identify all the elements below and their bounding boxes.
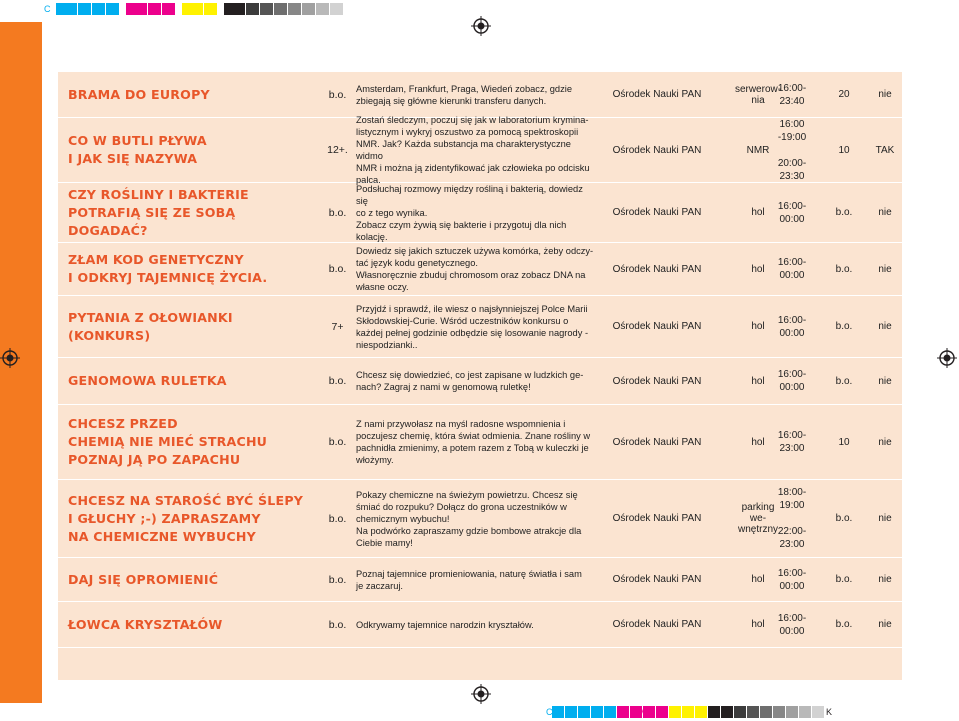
cell-row-title: [68, 558, 318, 601]
table-row: [58, 480, 902, 558]
time-range-text: 16:00- 00:00: [777, 257, 807, 281]
description-text: Pokazy chemiczne na świeżym powietrzu. Chcesz się śmiać do rozpuku? Dołącz do grona uczestników w chemicznym wybuchu! Na podwórko zapraszamy gdzie bombowe atrakcje dla Ciebie mamy!: [356, 489, 582, 548]
description-text: Poznaj tajemnice promieniowania, naturę światła i sam je zaczaruj.: [356, 568, 582, 591]
capacity-text: 20: [838, 89, 850, 100]
color-swatch: [656, 706, 668, 718]
color-swatch: [799, 706, 811, 718]
cell-time-range: [756, 358, 828, 404]
cell-time-range: [756, 480, 828, 557]
description-text: Zostań śledczym, poczuj się jak w laboratorium krymina- listycznym i wykryj oszustwo za pomocą spektroskopii NMR. Jak? Każda substancja ma charakterystyczne widmo NMR i można ją zidentyfikować jak człowieka po odcisku palca.: [356, 115, 590, 185]
room-text: hol: [751, 436, 765, 448]
cell-description: [356, 358, 596, 404]
location-text: Ośrodek Nauki PAN: [612, 574, 702, 585]
table-row: [58, 243, 902, 296]
capacity-text: b.o.: [835, 263, 853, 275]
room-text: serwerow- nia: [734, 83, 782, 106]
time-range-text: 16:00 -19:00 20:00- 23:30: [777, 118, 807, 182]
cell-capacity: [828, 118, 860, 182]
cell-registration: [864, 558, 906, 601]
color-swatch: [747, 706, 759, 718]
cell-age-group: [320, 602, 355, 647]
location-text: Ośrodek Nauki PAN: [612, 513, 702, 524]
table-row: [58, 183, 902, 243]
registration-text: nie: [878, 436, 892, 448]
time-range-text: 18:00- 19:00 22:00- 23:00: [777, 487, 807, 550]
cell-registration: [864, 296, 906, 357]
capacity-text: b.o.: [835, 375, 853, 387]
cell-row-title: [68, 118, 318, 182]
location-text: Ośrodek Nauki PAN: [612, 144, 702, 156]
color-swatch: [302, 3, 315, 15]
age-group-text: 12+.: [327, 144, 348, 156]
row-title-text: CO W BUTLI PŁYWA I JAK SIĘ NAZYWA: [68, 133, 207, 166]
table-row: [58, 115, 902, 185]
age-group-text: b.o.: [328, 618, 347, 631]
row-title-text: ŁOWCA KRYSZTAŁÓW: [68, 616, 223, 632]
color-swatch: [669, 706, 681, 718]
age-group-text: b.o.: [328, 263, 347, 275]
cell-age-group: [320, 558, 355, 601]
registration-mark-icon: [937, 348, 957, 368]
cell-time-range: [756, 72, 828, 117]
capacity-text: b.o.: [835, 207, 853, 218]
capacity-text: b.o.: [835, 574, 853, 585]
description-text: Chcesz się dowiedzieć, co jest zapisane w ludzkich ge- nach? Zagraj z nami w genomową ruletkę!: [356, 370, 584, 392]
color-swatch: [274, 3, 287, 15]
location-text: Ośrodek Nauki PAN: [612, 436, 702, 448]
color-swatch: [246, 3, 259, 15]
cell-capacity: [828, 183, 860, 242]
cell-row-title: [68, 358, 318, 404]
time-range-text: 16:00- 00:00: [777, 200, 807, 225]
cell-registration: [864, 183, 906, 242]
room-text: hol: [751, 574, 765, 585]
color-swatch: [204, 3, 217, 15]
cell-description: [356, 115, 596, 185]
color-swatch: [734, 706, 746, 718]
color-swatch: [148, 3, 161, 15]
cell-row-title: [68, 243, 318, 295]
color-swatch: [565, 706, 577, 718]
cell-age-group: [320, 118, 355, 182]
cell-age-group: [320, 405, 355, 479]
color-swatch: [92, 3, 105, 15]
cell-registration: [864, 405, 906, 479]
cell-age-group: [320, 296, 355, 357]
table-row: [58, 602, 902, 648]
age-group-text: b.o.: [328, 573, 347, 586]
cell-time-range: [756, 405, 828, 479]
description-text: Odkrywamy tajemnice narodzin kryształów.: [356, 619, 534, 630]
bottom-color-bar: [0, 703, 959, 721]
cell-registration: [864, 602, 906, 647]
cell-row-title: [68, 480, 318, 557]
cell-description: [356, 480, 596, 557]
location-text: Ośrodek Nauki PAN: [612, 375, 702, 387]
registration-text: nie: [878, 263, 892, 275]
cell-age-group: [320, 183, 355, 242]
color-label-k: K: [826, 707, 833, 717]
color-swatch: [134, 3, 147, 15]
table-row: [58, 358, 902, 405]
color-swatch: [643, 706, 655, 718]
cell-description: [356, 296, 596, 357]
cell-description: [356, 558, 596, 601]
cell-capacity: [828, 358, 860, 404]
color-swatch: [682, 706, 694, 718]
cell-row-title: [68, 296, 318, 357]
color-swatch: [288, 3, 301, 15]
location-text: Ośrodek Nauki PAN: [612, 321, 702, 332]
color-swatch: [232, 3, 245, 15]
color-swatch: [708, 706, 720, 718]
cell-description: [356, 602, 596, 647]
color-swatch: [630, 706, 642, 718]
time-range-text: 16:00- 23:40: [777, 82, 807, 107]
cell-time-range: [756, 602, 828, 647]
color-swatch: [260, 3, 273, 15]
cell-capacity: [828, 480, 860, 557]
cell-registration: [864, 243, 906, 295]
cell-age-group: [320, 358, 355, 404]
time-range-text: 16:00- 00:00: [777, 314, 807, 339]
location-text: Ośrodek Nauki PAN: [612, 207, 702, 218]
cell-registration: [864, 118, 906, 182]
location-text: Ośrodek Nauki PAN: [612, 263, 702, 275]
cell-row-title: [68, 183, 318, 242]
row-title-text: CZY ROŚLINY I BAKTERIE POTRAFIĄ SIĘ ZE SOBĄ DOGADAĆ?: [68, 186, 249, 238]
cell-time-range: [756, 183, 828, 242]
row-title-text: GENOMOWA RULETKA: [68, 373, 227, 388]
room-text: hol: [751, 263, 765, 275]
color-swatch: [786, 706, 798, 718]
cell-time-range: [756, 296, 828, 357]
location-text: Ośrodek Nauki PAN: [612, 89, 702, 100]
room-text: hol: [751, 375, 765, 387]
room-text: hol: [751, 207, 765, 218]
table-row: [58, 405, 902, 480]
color-swatch: [330, 3, 343, 15]
cell-capacity: [828, 558, 860, 601]
row-title-text: CHCESZ NA STAROŚĆ BYĆ ŚLEPY I GŁUCHY ;-) ZAPRASZAMY NA CHEMICZNE WYBUCHY: [68, 492, 304, 544]
description-text: Przyjdź i sprawdź, ile wiesz o najsłynniejszej Polce Marii Skłodowskiej-Curie. Wśród uczestników konkursu o każdej pełnej godzinie odbędzie się losowanie nagrody - niespodzianki..: [356, 303, 589, 350]
age-group-text: b.o.: [328, 206, 347, 219]
table-row: [58, 296, 902, 358]
cell-time-range: [756, 118, 828, 182]
age-group-text: b.o.: [328, 512, 347, 525]
age-group-text: b.o.: [328, 375, 347, 387]
cell-description: [356, 183, 596, 242]
registration-text: nie: [878, 321, 892, 332]
capacity-text: 10: [838, 144, 850, 156]
capacity-text: b.o.: [835, 619, 853, 630]
capacity-text: b.o.: [835, 321, 853, 332]
color-swatch: [812, 706, 824, 718]
table-row: [58, 72, 902, 118]
capacity-text: 10: [838, 436, 850, 448]
registration-mark-icon: [471, 16, 491, 36]
cell-capacity: [828, 405, 860, 479]
cell-age-group: [320, 72, 355, 117]
cell-row-title: [68, 72, 318, 117]
color-swatch: [760, 706, 772, 718]
registration-mark-icon: [471, 684, 491, 704]
location-text: Ośrodek Nauki PAN: [612, 619, 702, 630]
registration-text: nie: [878, 513, 892, 524]
color-swatch: [106, 3, 119, 15]
color-swatch: [552, 706, 564, 718]
age-group-text: b.o.: [328, 436, 347, 448]
room-text: NMR: [746, 144, 770, 156]
row-title-text: BRAMA DO EUROPY: [68, 86, 210, 102]
cell-age-group: [320, 243, 355, 295]
color-swatch: [617, 706, 629, 718]
row-title-text: PYTANIA Z OŁOWIANKI (KONKURS): [68, 309, 233, 343]
color-swatch: [578, 706, 590, 718]
cell-time-range: [756, 558, 828, 601]
room-text: hol: [751, 321, 765, 332]
registration-text: TAK: [875, 144, 895, 156]
row-title-text: ZŁAM KOD GENETYCZNY I ODKRYJ TAJEMNICĘ ŻYCIA.: [68, 252, 268, 285]
cell-registration: [864, 358, 906, 404]
cell-description: [356, 243, 596, 295]
cell-row-title: [68, 405, 318, 479]
cell-time-range: [756, 243, 828, 295]
registration-mark-icon: [0, 348, 20, 368]
table-row: [58, 558, 902, 602]
cell-capacity: [828, 243, 860, 295]
color-swatch: [162, 3, 175, 15]
registration-text: nie: [878, 619, 892, 630]
room-text: parking we- wnętrzny: [737, 502, 778, 535]
color-swatch: [190, 3, 203, 15]
cell-description: [356, 405, 596, 479]
time-range-text: 16:00- 00:00: [777, 612, 807, 637]
description-text: Dowiedz się jakich sztuczek używa komórka, żeby odczy- tać język kodu genetycznego. Własnoręcznie zbuduj chromosom oraz zobacz DNA na własne oczy.: [356, 246, 594, 292]
registration-text: nie: [878, 207, 892, 218]
row-title-text: DAJ SIĘ OPROMIENIĆ: [68, 571, 219, 587]
cell-description: [356, 72, 596, 117]
capacity-text: b.o.: [835, 513, 853, 524]
time-range-text: 16:00- 00:00: [777, 567, 807, 592]
description-text: Amsterdam, Frankfurt, Praga, Wiedeń zobacz, gdzie zbiegają się główne kierunki transferu danych.: [356, 83, 572, 106]
cell-capacity: [828, 602, 860, 647]
cell-row-title: [68, 602, 318, 647]
color-swatch: [721, 706, 733, 718]
time-range-text: 16:00- 00:00: [777, 369, 807, 393]
color-label-c: C: [44, 4, 51, 14]
cell-capacity: [828, 72, 860, 117]
age-group-text: b.o.: [328, 88, 347, 101]
color-swatch: [64, 3, 77, 15]
color-swatch: [773, 706, 785, 718]
registration-text: nie: [878, 574, 892, 585]
color-swatch: [591, 706, 603, 718]
registration-text: nie: [878, 375, 892, 387]
color-swatch: [316, 3, 329, 15]
color-swatch: [78, 3, 91, 15]
description-text: Podsłuchaj rozmowy między rośliną i bakterią, dowiedz się co z tego wynika. Zobacz czym żywią się bakterie i przygotuj dla nich kolację.: [356, 183, 583, 242]
cell-capacity: [828, 296, 860, 357]
room-text: hol: [751, 619, 765, 630]
color-swatch: [604, 706, 616, 718]
color-swatch: [695, 706, 707, 718]
cell-registration: [864, 480, 906, 557]
time-range-text: 16:00- 23:00: [777, 430, 807, 454]
registration-text: nie: [878, 89, 892, 100]
description-text: Z nami przywołasz na myśl radosne wspomnienia i poczujesz chemię, która świat odmienia. Znane rośliny w pachnidła zmienimy, a potem razem z Tobą w kuleczki je włożymy.: [356, 419, 591, 465]
age-group-text: 7+: [331, 320, 344, 333]
row-title-text: CHCESZ PRZED CHEMIĄ NIE MIEĆ STRACHU POZNAJ JĄ PO ZAPACHU: [68, 416, 268, 467]
cell-age-group: [320, 480, 355, 557]
color-label-c: C: [546, 707, 553, 717]
cell-registration: [864, 72, 906, 117]
